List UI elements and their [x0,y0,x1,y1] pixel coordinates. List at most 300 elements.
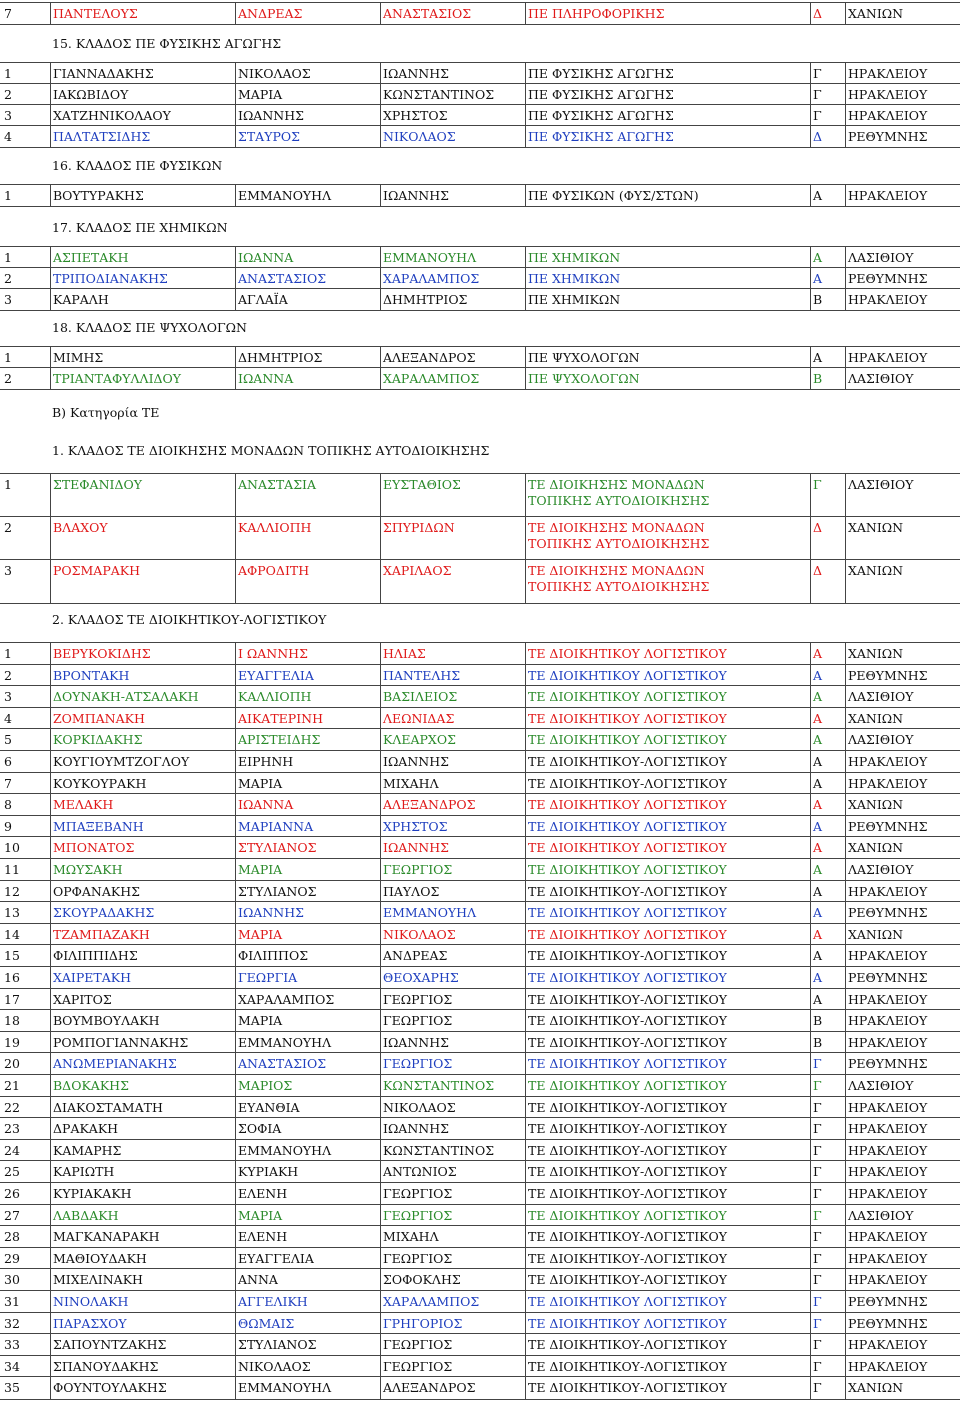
cell-k: ΤΕ ΔΙΟΙΚΗΤΙΚΟΥ-ΛΟΓΙΣΤΙΚΟΥ [525,1269,810,1291]
cell-p: ΧΑΡΑΛΑΜΠΟΣ [380,268,525,289]
cell-k: ΤΕ ΔΙΟΙΚΗΤΙΚΟΥ ΛΟΓΙΣΤΙΚΟΥ [525,1075,810,1097]
cell-s: ΣΠΑΝΟΥΔΑΚΗΣ [50,1356,235,1378]
cell-a: ΗΡΑΚΛΕΙΟΥ [845,1140,960,1162]
cell-s: ΠΑΡΑΣΧΟΥ [50,1313,235,1335]
cell-s: ΠΑΛΤΑΤΣΙΔΗΣ [50,126,235,147]
cell-f: ΜΑΡΙΑ [235,859,380,881]
cell-s: ΧΑΤΖΗΝΙΚΟΛΑΟΥ [50,105,235,126]
cell-f: ΘΩΜΑΙΣ [235,1313,380,1335]
cell-g: Α [810,708,845,730]
table-row [0,1117,960,1140]
cell-s: ΒΔΟΚΑΚΗΣ [50,1075,235,1097]
cell-p: ΓΕΩΡΓΙΟΣ [380,989,525,1011]
cell-n: 26 [4,1186,20,1201]
table-row [0,2,960,25]
cell-s: ΚΑΜΑΡΗΣ [50,1140,235,1162]
cell-a: ΧΑΝΙΩΝ [845,1377,960,1399]
cell-n: 13 [4,905,20,920]
cell-g: Γ [810,1118,845,1140]
table-row [0,836,960,859]
cell-a: ΡΕΘΥΜΝΗΣ [845,816,960,838]
cell-p: ΑΝΑΣΤΑΣΙΟΣ [380,3,525,24]
cell-n: 32 [4,1316,20,1331]
cell-f: ΑΝΑΣΤΑΣΙΑ [235,474,380,517]
cell-n: 33 [4,1337,20,1352]
cell-a: ΗΡΑΚΛΕΙΟΥ [845,773,960,795]
cell-n: 2 [4,520,12,535]
table-row [0,1376,960,1400]
cell-g: Γ [810,1356,845,1378]
cell-s: ΚΑΡΙΩΤΗ [50,1161,235,1183]
cell-s: ΣΑΠΟΥΝΤΖΑΚΗΣ [50,1334,235,1356]
cell-p: ΝΙΚΟΛΑΟΣ [380,126,525,147]
cell-p: ΚΩΝΣΤΑΝΤΙΝΟΣ [380,84,525,105]
cell-s: ΑΣΠΕΤΑΚΗ [50,247,235,268]
cell-g: Γ [810,1269,845,1291]
cell-f: ΕΜΜΑΝΟΥΗΛ [235,1140,380,1162]
table-row [0,1096,960,1119]
cell-p: ΘΕΟΧΑΡΗΣ [380,967,525,989]
cell-a: ΧΑΝΙΩΝ [845,3,960,24]
cell-p: ΒΑΣΙΛΕΙΟΣ [380,686,525,708]
cell-f: Ι ΩΑΝΝΗΣ [235,643,380,665]
cell-f: ΝΙΚΟΛΑΟΣ [235,1356,380,1378]
cell-a: ΛΑΣΙΘΙΟΥ [845,859,960,881]
cell-p: ΙΩΑΝΝΗΣ [380,1032,525,1054]
table-row [0,267,960,289]
cell-n: 7 [4,776,12,791]
cell-f: ΜΑΡΙΑ [235,84,380,105]
cell-a: ΛΑΣΙΘΙΟΥ [845,474,960,517]
cell-p: ΓΕΩΡΓΙΟΣ [380,859,525,881]
cell-p: ΚΛΕΑΡΧΟΣ [380,729,525,751]
cell-s: ΜΙΧΕΛΙΝΑΚΗ [50,1269,235,1291]
cell-g: Β [810,289,845,310]
cell-k: ΤΕ ΔΙΟΙΚΗΤΙΚΟΥ ΛΟΓΙΣΤΙΚΟΥ [525,1053,810,1075]
cell-a: ΗΡΑΚΛΕΙΟΥ [845,1032,960,1054]
cell-p: ΑΛΕΞΑΝΔΡΟΣ [380,1377,525,1399]
cell-g: Γ [810,1183,845,1205]
cell-s: ΒΛΑΧΟΥ [50,517,235,560]
cell-f: ΚΑΛΛΙΟΠΗ [235,517,380,560]
cell-g: Α [810,902,845,924]
cell-p: ΝΙΚΟΛΑΟΣ [380,924,525,946]
cell-p: ΧΡΗΣΤΟΣ [380,105,525,126]
table-row [0,346,960,368]
cell-n: 3 [4,292,12,307]
cell-p: ΝΙΚΟΛΑΟΣ [380,1097,525,1119]
cell-n: 1 [4,350,12,365]
table-row [0,1139,960,1162]
cell-g: Δ [810,517,845,560]
cell-n: 4 [4,711,12,726]
cell-a: ΗΡΑΚΛΕΙΟΥ [845,84,960,105]
cell-k: ΠΕ ΦΥΣΙΚΗΣ ΑΓΩΓΗΣ [525,84,810,105]
cell-g: Γ [810,1334,845,1356]
cell-n: 31 [4,1294,20,1309]
cell-a: ΗΡΑΚΛΕΙΟΥ [845,1097,960,1119]
cell-s: ΦΙΛΙΠΠΙΔΗΣ [50,945,235,967]
cell-n: 2 [4,87,12,102]
cell-p: ΕΜΜΑΝΟΥΗΛ [380,247,525,268]
cell-f: ΚΑΛΛΙΟΠΗ [235,686,380,708]
cell-n: 28 [4,1229,20,1244]
cell-p: ΚΩΝΣΤΑΝΤΙΝΟΣ [380,1075,525,1097]
cell-g: Γ [810,1313,845,1335]
cell-g: Α [810,881,845,903]
cell-k: ΤΕ ΔΙΟΙΚΗΤΙΚΟΥ ΛΟΓΙΣΤΙΚΟΥ [525,729,810,751]
cell-f: ΙΩΑΝΝΗΣ [235,105,380,126]
cell-p: ΣΟΦΟΚΛΗΣ [380,1269,525,1291]
cell-n: 15 [4,948,20,963]
table-row [0,184,960,207]
cell-a: ΛΑΣΙΘΙΟΥ [845,368,960,389]
cell-k: ΤΕ ΔΙΟΙΚΗΤΙΚΟΥ-ΛΟΓΙΣΤΙΚΟΥ [525,1226,810,1248]
cell-s: ΜΕΛΑΚΗ [50,794,235,816]
section-title: 15. ΚΛΑΔΟΣ ΠΕ ΦΥΣΙΚΗΣ ΑΓΩΓΗΣ [52,36,282,51]
cell-s: ΧΑΙΡΕΤΑΚΗ [50,967,235,989]
cell-k: ΠΕ ΦΥΣΙΚΗΣ ΑΓΩΓΗΣ [525,126,810,147]
cell-k: ΠΕ ΧΗΜΙΚΩΝ [525,268,810,289]
cell-a: ΗΡΑΚΛΕΙΟΥ [845,289,960,310]
table-row [0,62,960,84]
cell-k: ΤΕ ΔΙΟΙΚΗΤΙΚΟΥ-ΛΟΓΙΣΤΙΚΟΥ [525,1377,810,1399]
cell-k: ΤΕ ΔΙΟΙΚΗΤΙΚΟΥ ΛΟΓΙΣΤΙΚΟΥ [525,643,810,665]
table-row [0,858,960,881]
cell-f: ΑΓΓΕΛΙΚΗ [235,1291,380,1313]
cell-p: ΙΩΑΝΝΗΣ [380,63,525,84]
cell-a: ΡΕΘΥΜΝΗΣ [845,268,960,289]
cell-s: ΒΕΡΥΚΟΚΙΔΗΣ [50,643,235,665]
cell-g: Α [810,924,845,946]
cell-g: Α [810,686,845,708]
cell-a: ΡΕΘΥΜΝΗΣ [845,1291,960,1313]
cell-s: ΒΟΥΤΥΡΑΚΗΣ [50,185,235,206]
cell-n: 4 [4,129,12,144]
cell-k: ΤΕ ΔΙΟΙΚΗΤΙΚΟΥ-ΛΟΓΙΣΤΙΚΟΥ [525,989,810,1011]
table-row [0,1204,960,1227]
cell-p: ΚΩΝΣΤΑΝΤΙΝΟΣ [380,1140,525,1162]
cell-s: ΙΑΚΩΒΙΔΟΥ [50,84,235,105]
table-row [0,1225,960,1248]
cell-n: 2 [4,668,12,683]
cell-g: Δ [810,126,845,147]
cell-f: ΜΑΡΙΑ [235,924,380,946]
cell-n: 25 [4,1164,20,1179]
table-row [0,1333,960,1356]
cell-f: ΦΙΛΙΠΠΟΣ [235,945,380,967]
cell-a: ΧΑΝΙΩΝ [845,708,960,730]
cell-a: ΗΡΑΚΛΕΙΟΥ [845,1334,960,1356]
table-row [0,750,960,773]
cell-k: ΤΕ ΔΙΟΙΚΗΤΙΚΟΥ-ΛΟΓΙΣΤΙΚΟΥ [525,1183,810,1205]
cell-k: ΤΕ ΔΙΟΙΚΗΤΙΚΟΥ ΛΟΓΙΣΤΙΚΟΥ [525,816,810,838]
cell-s: ΜΠΟΝΑΤΟΣ [50,837,235,859]
table-row [0,559,960,604]
cell-a: ΗΡΑΚΛΕΙΟΥ [845,1161,960,1183]
cell-k: ΤΕ ΔΙΟΙΚΗΤΙΚΟΥ ΛΟΓΙΣΤΙΚΟΥ [525,665,810,687]
cell-g: Α [810,794,845,816]
cell-n: 27 [4,1208,20,1223]
cell-g: Α [810,268,845,289]
cell-k: ΤΕ ΔΙΟΙΚΗΤΙΚΟΥ ΛΟΓΙΣΤΙΚΟΥ [525,924,810,946]
cell-s: ΖΟΜΠΑΝΑΚΗ [50,708,235,730]
cell-g: Α [810,729,845,751]
cell-a: ΧΑΝΙΩΝ [845,560,960,603]
cell-g: Γ [810,1377,845,1399]
cell-k: ΤΕ ΔΙΟΙΚΗΤΙΚΟΥ-ΛΟΓΙΣΤΙΚΟΥ [525,881,810,903]
cell-k: ΤΕ ΔΙΟΙΚΗΤΙΚΟΥ ΛΟΓΙΣΤΙΚΟΥ [525,837,810,859]
cell-a: ΗΡΑΚΛΕΙΟΥ [845,185,960,206]
cell-n: 8 [4,797,12,812]
cell-p: ΓΕΩΡΓΙΟΣ [380,1205,525,1227]
cell-a: ΧΑΝΙΩΝ [845,924,960,946]
table-row [0,772,960,795]
table-row [0,288,960,311]
cell-g: Γ [810,1291,845,1313]
cell-s: ΣΤΕΦΑΝΙΔΟΥ [50,474,235,517]
cell-g: Α [810,837,845,859]
cell-n: 7 [4,6,12,21]
cell-p: ΓΕΩΡΓΙΟΣ [380,1248,525,1270]
section-title: 18. ΚΛΑΔΟΣ ΠΕ ΨΥΧΟΛΟΓΩΝ [52,320,247,335]
cell-a: ΧΑΝΙΩΝ [845,794,960,816]
cell-p: ΔΗΜΗΤΡΙΟΣ [380,289,525,310]
cell-k: ΤΕ ΔΙΟΙΚΗΤΙΚΟΥ-ΛΟΓΙΣΤΙΚΟΥ [525,1010,810,1032]
cell-f: ΣΤΥΛΙΑΝΟΣ [235,1334,380,1356]
cell-s: ΓΙΑΝΝΑΔΑΚΗΣ [50,63,235,84]
cell-k: ΠΕ ΠΛΗΡΟΦΟΡΙΚΗΣ [525,3,810,24]
cell-g: Α [810,347,845,368]
table-row [0,1074,960,1097]
table-row [0,1247,960,1270]
cell-f: ΑΙΚΑΤΕΡΙΝΗ [235,708,380,730]
cell-p: ΧΑΡΙΛΑΟΣ [380,560,525,603]
cell-s: ΜΑΓΚΑΝΑΡΑΚΗ [50,1226,235,1248]
cell-p: ΙΩΑΝΝΗΣ [380,185,525,206]
cell-f: ΕΥΑΝΘΙΑ [235,1097,380,1119]
cell-g: Α [810,665,845,687]
cell-a: ΡΕΘΥΜΝΗΣ [845,1053,960,1075]
cell-p: ΙΩΑΝΝΗΣ [380,837,525,859]
cell-p: ΕΥΣΤΑΘΙΟΣ [380,474,525,517]
cell-f: ΑΦΡΟΔΙΤΗ [235,560,380,603]
cell-f: ΑΝΝΑ [235,1269,380,1291]
cell-g: Γ [810,1140,845,1162]
cell-k: ΠΕ ΧΗΜΙΚΩΝ [525,247,810,268]
cell-n: 5 [4,732,12,747]
cell-f: ΕΥΑΓΓΕΛΙΑ [235,665,380,687]
cell-s: ΔΟΥΝΑΚΗ-ΑΤΣΑΛΑΚΗ [50,686,235,708]
cell-p: ΕΜΜΑΝΟΥΗΛ [380,902,525,924]
cell-k: ΤΕ ΔΙΟΙΚΗΣΗΣ ΜΟΝΑΔΩΝ ΤΟΠΙΚΗΣ ΑΥΤΟΔΙΟΙΚΗΣΗΣ [525,474,810,517]
cell-a: ΗΡΑΚΛΕΙΟΥ [845,105,960,126]
cell-p: ΙΩΑΝΝΗΣ [380,751,525,773]
cell-n: 19 [4,1035,20,1050]
cell-a: ΡΕΘΥΜΝΗΣ [845,902,960,924]
table-row [0,125,960,148]
table-row [0,1182,960,1205]
cell-s: ΔΡΑΚΑΚΗ [50,1118,235,1140]
cell-g: Γ [810,63,845,84]
cell-g: Β [810,1032,845,1054]
cell-a: ΡΕΘΥΜΝΗΣ [845,967,960,989]
cell-n: 16 [4,970,20,985]
cell-a: ΗΡΑΚΛΕΙΟΥ [845,1356,960,1378]
cell-k: ΤΕ ΔΙΟΙΚΗΤΙΚΟΥ-ΛΟΓΙΣΤΙΚΟΥ [525,1248,810,1270]
cell-s: ΚΥΡΙΑΚΑΚΗ [50,1183,235,1205]
cell-p: ΓΕΩΡΓΙΟΣ [380,1053,525,1075]
cell-p: ΓΕΩΡΓΙΟΣ [380,1183,525,1205]
table-row [0,988,960,1011]
cell-g: Δ [810,3,845,24]
table-row [0,246,960,268]
cell-n: 3 [4,689,12,704]
cell-k: ΠΕ ΦΥΣΙΚΩΝ (ΦΥΣ/ΣΤΩΝ) [525,185,810,206]
table-row [0,1031,960,1054]
cell-a: ΧΑΝΙΩΝ [845,517,960,560]
cell-n: 14 [4,927,20,942]
cell-a: ΛΑΣΙΘΙΟΥ [845,729,960,751]
cell-p: ΠΑΝΤΕΛΗΣ [380,665,525,687]
cell-f: ΚΥΡΙΑΚΗ [235,1161,380,1183]
cell-g: Γ [810,474,845,517]
cell-s: ΡΟΣΜΑΡΑΚΗ [50,560,235,603]
cell-g: Α [810,859,845,881]
table-row [0,642,960,665]
cell-s: ΜΑΘΙΟΥΔΑΚΗ [50,1248,235,1270]
cell-a: ΗΡΑΚΛΕΙΟΥ [845,63,960,84]
cell-s: ΚΑΡΑΛΗ [50,289,235,310]
cell-s: ΦΟΥΝΤΟΥΛΑΚΗΣ [50,1377,235,1399]
cell-k: ΤΕ ΔΙΟΙΚΗΤΙΚΟΥ ΛΟΓΙΣΤΙΚΟΥ [525,686,810,708]
cell-g: Α [810,247,845,268]
cell-f: ΙΩΑΝΝΑ [235,368,380,389]
cell-k: ΠΕ ΧΗΜΙΚΩΝ [525,289,810,310]
table-row [0,1355,960,1378]
cell-g: Δ [810,560,845,603]
cell-g: Α [810,185,845,206]
cell-n: 34 [4,1359,20,1374]
cell-a: ΗΡΑΚΛΕΙΟΥ [845,1226,960,1248]
cell-f: ΙΩΑΝΝΑ [235,794,380,816]
cell-k: ΤΕ ΔΙΟΙΚΗΣΗΣ ΜΟΝΑΔΩΝ ΤΟΠΙΚΗΣ ΑΥΤΟΔΙΟΙΚΗΣΗΣ [525,560,810,603]
table-row [0,923,960,946]
cell-s: ΜΩΥΣΑΚΗ [50,859,235,881]
cell-s: ΒΟΥΜΒΟΥΛΑΚΗ [50,1010,235,1032]
cell-k: ΤΕ ΔΙΟΙΚΗΤΙΚΟΥ ΛΟΓΙΣΤΙΚΟΥ [525,967,810,989]
cell-n: 3 [4,563,12,578]
cell-f: ΕΜΜΑΝΟΥΗΛ [235,1032,380,1054]
cell-f: ΑΓΛΑΪΑ [235,289,380,310]
cell-k: ΤΕ ΔΙΟΙΚΗΤΙΚΟΥ-ΛΟΓΙΣΤΙΚΟΥ [525,1356,810,1378]
cell-f: ΕΛΕΝΗ [235,1226,380,1248]
cell-g: Γ [810,1226,845,1248]
cell-a: ΧΑΝΙΩΝ [845,837,960,859]
cell-n: 24 [4,1143,20,1158]
cell-s: ΤΖΑΜΠΑΖΑΚΗ [50,924,235,946]
cell-f: ΔΗΜΗΤΡΙΟΣ [235,347,380,368]
cell-p: ΑΛΕΞΑΝΔΡΟΣ [380,794,525,816]
section-title: 1. ΚΛΑΔΟΣ ΤΕ ΔΙΟΙΚΗΣΗΣ ΜΟΝΑΔΩΝ ΤΟΠΙΚΗΣ ΑΥΤΟΔΙΟΙΚΗΣΗΣ [52,443,490,458]
cell-g: Α [810,967,845,989]
cell-k: ΤΕ ΔΙΟΙΚΗΤΙΚΟΥ-ΛΟΓΙΣΤΙΚΟΥ [525,1097,810,1119]
cell-n: 10 [4,840,20,855]
cell-k: ΤΕ ΔΙΟΙΚΗΣΗΣ ΜΟΝΑΔΩΝ ΤΟΠΙΚΗΣ ΑΥΤΟΔΙΟΙΚΗΣΗΣ [525,517,810,560]
cell-f: ΣΤΥΛΙΑΝΟΣ [235,881,380,903]
cell-a: ΗΡΑΚΛΕΙΟΥ [845,1183,960,1205]
cell-p: ΧΑΡΑΛΑΜΠΟΣ [380,1291,525,1313]
cell-a: ΡΕΘΥΜΝΗΣ [845,665,960,687]
cell-a: ΗΡΑΚΛΕΙΟΥ [845,881,960,903]
table-row [0,367,960,390]
cell-g: Γ [810,105,845,126]
cell-s: ΜΠΑΞΕΒΑΝΗ [50,816,235,838]
table-row [0,707,960,730]
cell-s: ΤΡΙΑΝΤΑΦΥΛΛΙΔΟΥ [50,368,235,389]
cell-f: ΑΝΑΣΤΑΣΙΟΣ [235,1053,380,1075]
cell-p: ΓΕΩΡΓΙΟΣ [380,1334,525,1356]
cell-g: Γ [810,1075,845,1097]
cell-n: 22 [4,1100,20,1115]
cell-p: ΓΕΩΡΓΙΟΣ [380,1010,525,1032]
cell-k: ΤΕ ΔΙΟΙΚΗΤΙΚΟΥ-ΛΟΓΙΣΤΙΚΟΥ [525,751,810,773]
cell-f: ΣΤΥΛΙΑΝΟΣ [235,837,380,859]
section-title: Β) Κατηγορία ΤΕ [52,405,160,420]
cell-g: Γ [810,1053,845,1075]
cell-n: 2 [4,271,12,286]
cell-p: ΗΛΙΑΣ [380,643,525,665]
cell-g: Γ [810,1161,845,1183]
cell-k: ΤΕ ΔΙΟΙΚΗΤΙΚΟΥ-ΛΟΓΙΣΤΙΚΟΥ [525,1334,810,1356]
cell-p: ΜΙΧΑΗΛ [380,1226,525,1248]
cell-f: ΕΜΜΑΝΟΥΗΛ [235,1377,380,1399]
cell-p: ΠΑΥΛΟΣ [380,881,525,903]
table-row [0,1009,960,1032]
cell-f: ΝΙΚΟΛΑΟΣ [235,63,380,84]
table-row [0,664,960,687]
cell-g: Α [810,945,845,967]
cell-a: ΡΕΘΥΜΝΗΣ [845,126,960,147]
cell-n: 1 [4,477,12,492]
cell-g: Α [810,773,845,795]
cell-n: 6 [4,754,12,769]
cell-n: 11 [4,862,20,877]
cell-a: ΡΕΘΥΜΝΗΣ [845,1313,960,1335]
table-row [0,104,960,126]
section-title: 17. ΚΛΑΔΟΣ ΠΕ ΧΗΜΙΚΩΝ [52,220,228,235]
cell-a: ΛΑΣΙΘΙΟΥ [845,1205,960,1227]
table-row [0,685,960,708]
cell-n: 9 [4,819,12,834]
cell-s: ΔΙΑΚΟΣΤΑΜΑΤΗ [50,1097,235,1119]
cell-p: ΑΛΕΞΑΝΔΡΟΣ [380,347,525,368]
cell-p: ΜΙΧΑΗΛ [380,773,525,795]
cell-n: 1 [4,646,12,661]
section-title: 16. ΚΛΑΔΟΣ ΠΕ ΦΥΣΙΚΩΝ [52,158,223,173]
cell-g: Α [810,989,845,1011]
cell-n: 23 [4,1121,20,1136]
cell-f: ΜΑΡΙΟΣ [235,1075,380,1097]
cell-n: 12 [4,884,20,899]
table-row [0,728,960,751]
cell-a: ΗΡΑΚΛΕΙΟΥ [845,1269,960,1291]
table-row [0,901,960,924]
cell-n: 2 [4,371,12,386]
cell-s: ΜΙΜΗΣ [50,347,235,368]
cell-k: ΤΕ ΔΙΟΙΚΗΤΙΚΟΥ ΛΟΓΙΣΤΙΚΟΥ [525,1313,810,1335]
cell-k: ΤΕ ΔΙΟΙΚΗΤΙΚΟΥ-ΛΟΓΙΣΤΙΚΟΥ [525,1118,810,1140]
